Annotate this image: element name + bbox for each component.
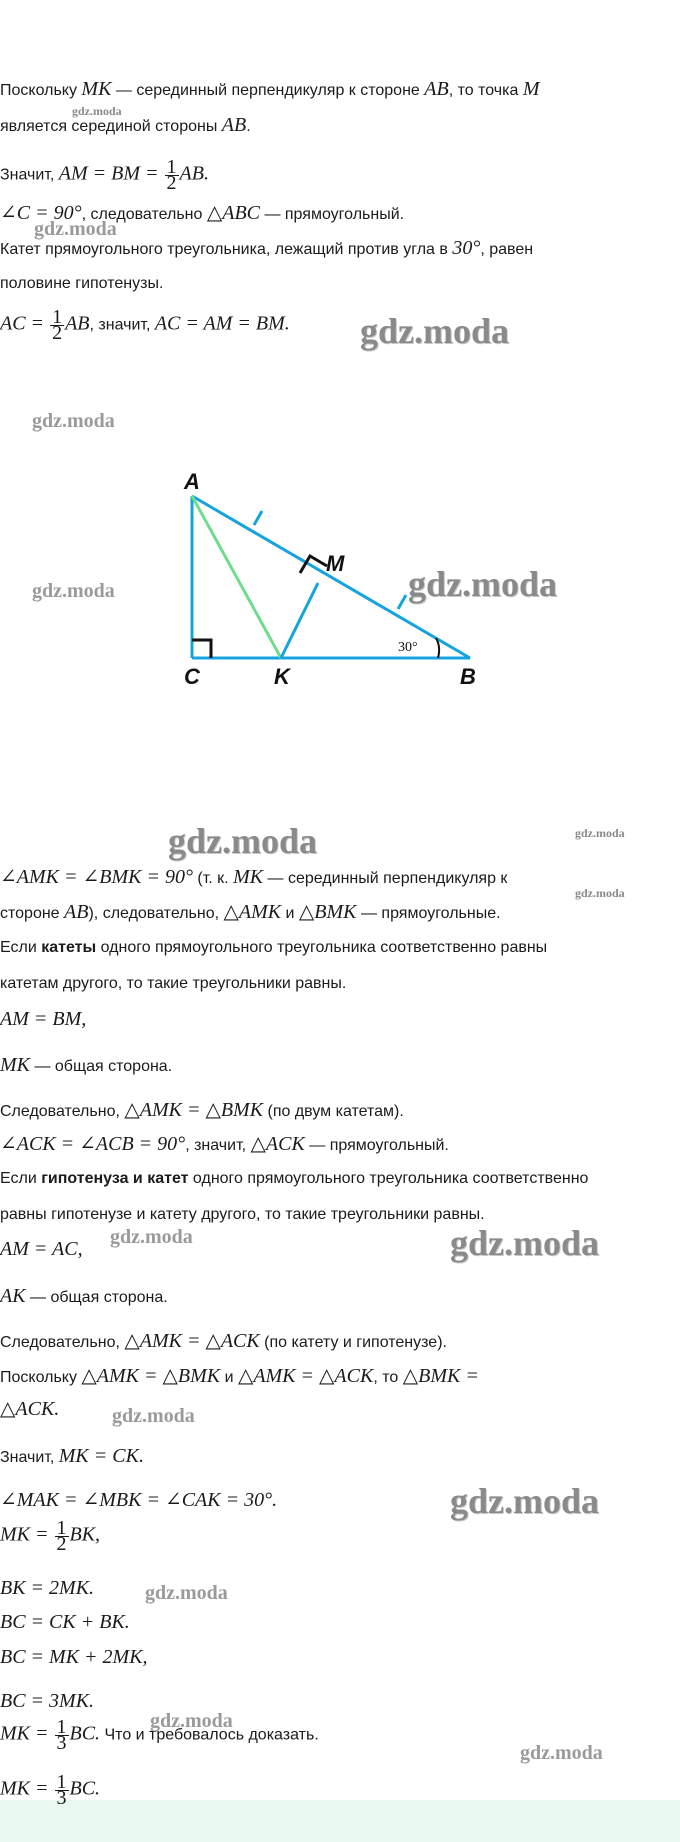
watermark: gdz.moda bbox=[150, 1710, 233, 1732]
fraction: $\frac{1}{2}$ bbox=[52, 306, 63, 344]
label-b: B bbox=[460, 664, 476, 689]
label-angle-30: 30° bbox=[398, 640, 418, 655]
text-line-12: AM = BM, bbox=[0, 1008, 87, 1030]
text-line-15: ∠ACK = ∠ACB = 90°, значит, △ACK — прямоугольный. bbox=[0, 1133, 449, 1155]
watermark: gdz.moda bbox=[168, 821, 318, 861]
text-line-5: Катет прямоугольного треугольника, лежащий против угла в 30°, равен bbox=[0, 237, 534, 259]
text-line-20: Следовательно, △AMK = △ACK (по катету и гипотенузе). bbox=[0, 1330, 447, 1352]
watermark: gdz.moda bbox=[408, 564, 558, 604]
watermark: gdz.moda bbox=[450, 1223, 600, 1263]
text-line-23: Значит, MK = CK. bbox=[0, 1445, 144, 1467]
text-line-19: AK — общая сторона. bbox=[0, 1285, 168, 1307]
watermark: gdz.moda bbox=[112, 1405, 195, 1427]
text-line-17: равны гипотенузе и катету другого, то такие треугольники равны. bbox=[0, 1206, 485, 1223]
text-line-21: Поскольку △AMK = △BMK и △AMK = △ACK, то △BMK = bbox=[0, 1365, 479, 1387]
text-line-4: ∠C = 90°, следовательно △ABC — прямоугольный. bbox=[0, 202, 405, 224]
text-line-14: Следовательно, △AMK = △BMK (по двум катетам). bbox=[0, 1099, 404, 1121]
text-line-29: BC = 3MK. bbox=[0, 1690, 95, 1712]
text-line-2: является серединой стороны AB. bbox=[0, 114, 251, 136]
text-line-10: Если катеты одного прямоугольного треугольника соответственно равны bbox=[0, 939, 548, 956]
text-line-3: Значит, AM = BM = $\frac{1}{2}$ AB. bbox=[0, 156, 209, 194]
text-line-24: ∠MAK = ∠MBK = ∠CAK = 30°. bbox=[0, 1489, 278, 1511]
answer-highlight bbox=[0, 1800, 680, 1842]
fraction: $\frac{1}{3}$ bbox=[56, 1716, 67, 1754]
text-line-11: катетам другого, то такие треугольники равны. bbox=[0, 975, 347, 992]
segment-mk bbox=[281, 583, 318, 658]
text-line-1: Поскольку MK — серединный перпендикуляр к стороне AB, то точка M bbox=[0, 78, 540, 100]
watermark: gdz.moda bbox=[145, 1582, 228, 1604]
text-line-22: △ACK. bbox=[0, 1398, 60, 1420]
watermark: gdz.moda bbox=[72, 104, 122, 118]
label-c: C bbox=[184, 664, 200, 689]
watermark: gdz.moda bbox=[32, 580, 115, 602]
right-angle-m bbox=[300, 556, 327, 573]
fraction: $\frac{1}{2}$ bbox=[56, 1517, 67, 1555]
watermark: gdz.moda bbox=[520, 1742, 603, 1764]
text-line-7: AC = $\frac{1}{2}$ AB, значит, AC = AM = BM. bbox=[0, 306, 290, 344]
label-k: K bbox=[274, 664, 290, 689]
tick-am bbox=[254, 511, 262, 525]
label-a: A bbox=[184, 469, 200, 494]
text-line-27: BC = CK + BK. bbox=[0, 1611, 130, 1633]
watermark: gdz.moda bbox=[575, 826, 625, 840]
right-angle-c bbox=[192, 640, 211, 658]
text-line-18: AM = AC, bbox=[0, 1238, 83, 1260]
text-line-25: MK = $\frac{1}{2}$ BK, bbox=[0, 1517, 101, 1555]
watermark: gdz.moda bbox=[32, 410, 115, 432]
fraction: $\frac{1}{2}$ bbox=[166, 156, 177, 194]
text-line-8: ∠AMK = ∠BMK = 90° (т. к. MK — серединный перпендикуляр к bbox=[0, 866, 508, 888]
tick-bm bbox=[398, 595, 406, 609]
text-line-31: MK = $\frac{1}{3}$ BC. bbox=[0, 1771, 101, 1809]
watermark: gdz.moda bbox=[575, 886, 625, 900]
label-m: M bbox=[326, 551, 345, 576]
watermark: gdz.moda bbox=[450, 1481, 600, 1521]
text-line-26: BK = 2MK. bbox=[0, 1577, 95, 1599]
text-line-6: половине гипотенузы. bbox=[0, 275, 164, 292]
watermark: gdz.moda bbox=[110, 1226, 193, 1248]
text-line-13: MK — общая сторона. bbox=[0, 1054, 173, 1076]
watermark: gdz.moda bbox=[360, 311, 510, 351]
fraction: $\frac{1}{3}$ bbox=[56, 1771, 67, 1809]
text-line-28: BC = MK + 2MK, bbox=[0, 1646, 148, 1668]
text-line-30: MK = $\frac{1}{3}$ BC. Что и требовалось доказать. bbox=[0, 1716, 319, 1754]
text-line-9: стороне AB), следовательно, △AMK и △BMK — прямоугольные. bbox=[0, 901, 501, 923]
watermark: gdz.moda bbox=[34, 218, 117, 240]
text-line-16: Если гипотенуза и катет одного прямоугольного треугольника соответственно bbox=[0, 1170, 589, 1187]
